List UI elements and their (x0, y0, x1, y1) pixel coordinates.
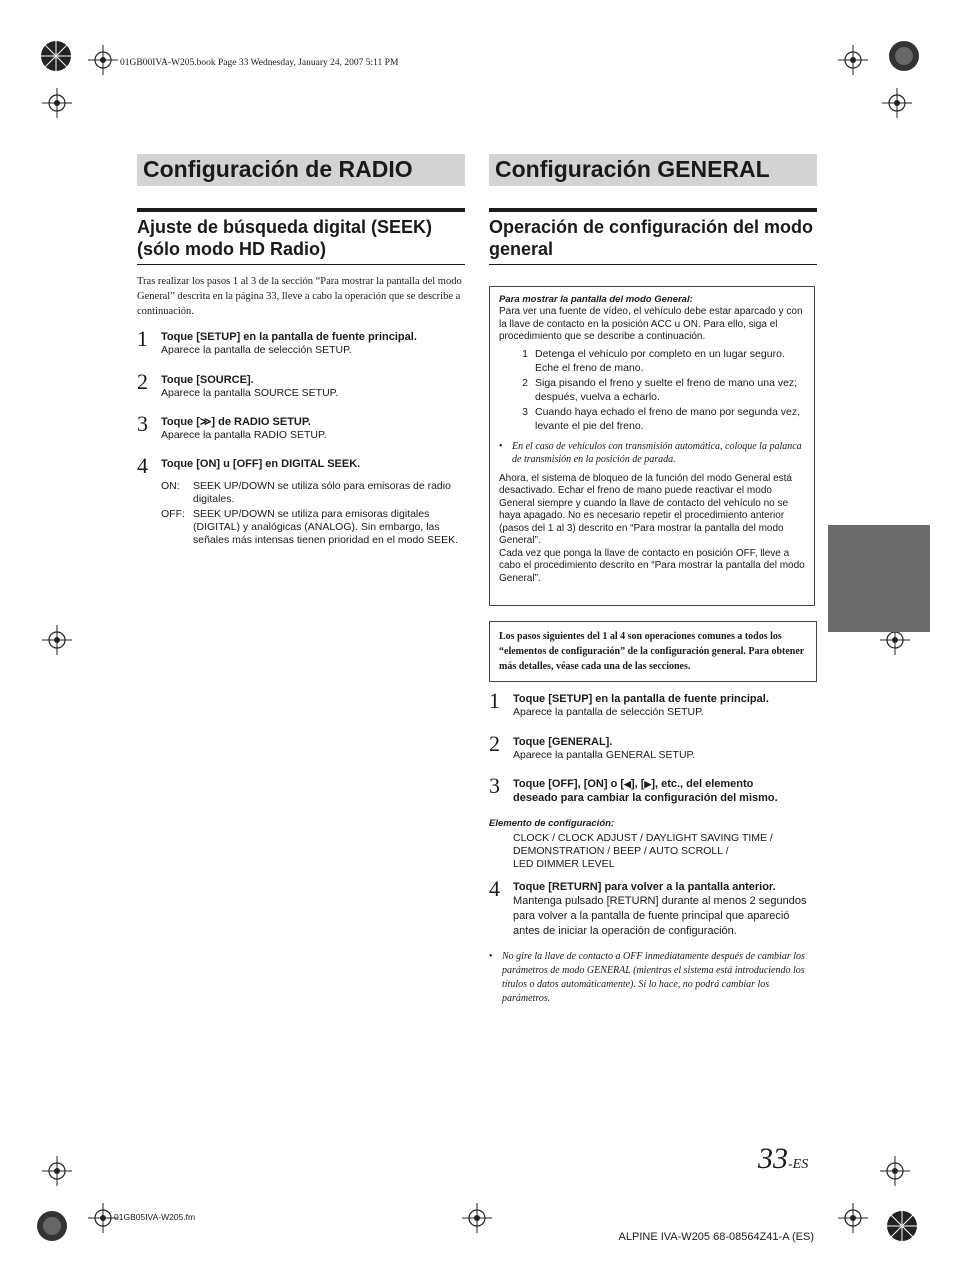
step-number: 3 (489, 773, 500, 798)
registration-mark-bottom-left (28, 1196, 92, 1260)
crosshair-mark (42, 1156, 72, 1186)
step-result: Aparece la pantalla SOURCE SETUP. (161, 387, 339, 399)
list-number: 2 (522, 376, 528, 389)
off-button-label: [OFF] (548, 778, 578, 790)
bullet-note: • No gire la llave de contacto a OFF inmediatamente después de cambiar los parámetros de modo GENERAL (mientras el sistema está introduciendo los títulos o datos automáticamente). Si lo hace, no podrá cambiar los parámetros. (489, 951, 805, 1004)
subsection-title: Operación de configuración del modo general (489, 217, 814, 259)
step-result: Aparece la pantalla de selección SETUP. (161, 344, 352, 356)
section-title: Configuración de RADIO (143, 156, 413, 182)
setup-button-label: [SETUP] (548, 693, 593, 705)
left-arrow-icon: ◀ (624, 779, 631, 789)
list-number: 1 (522, 347, 528, 360)
step-instruction: Toque [GENERAL]. (513, 736, 613, 748)
list-number: 3 (522, 405, 528, 418)
list-text: Siga pisando el freno y suelte el freno de mano una vez; después, vuelva a echarlo. (535, 376, 798, 403)
crosshair-mark (88, 45, 118, 75)
step (137, 411, 467, 442)
step (489, 688, 819, 719)
source-button-label: [SOURCE] (196, 374, 251, 386)
step-instruction: Toque [SOURCE]. (161, 374, 254, 386)
bullet-icon: • (499, 440, 503, 452)
step-instruction: Toque [SETUP] en la pantalla de fuente principal. (513, 693, 769, 705)
step-instruction: Toque [≫] de RADIO SETUP. (161, 416, 311, 428)
option-description: SEEK UP/DOWN se utiliza para emisoras digitales (DIGITAL) y analógicas (ANALOG). Sin embargo, las señales más intensas tienen prioridad en el modo SEEK. (193, 508, 458, 546)
step (137, 369, 467, 400)
common-steps-box: Los pasos siguientes del 1 al 4 son operaciones comunes a todos los “elementos de configuración” de la configuración general. Para obtener más detalles, véase cada una de las secciones. (489, 621, 817, 682)
section-title-bar (489, 154, 817, 186)
subsection-heading (137, 208, 465, 265)
file-info-header: 01GB00IVA-W205.book Page 33 Wednesday, January 24, 2007 5:11 PM (120, 58, 399, 68)
off-button-label: [OFF] (232, 458, 263, 470)
step-instruction: Toque [ON] u [OFF] en DIGITAL SEEK. (161, 458, 361, 470)
step-number: 3 (137, 411, 148, 436)
crosshair-mark (42, 88, 72, 118)
double-chevron-right-icon: ≫ (199, 416, 212, 428)
list-text: Detenga el vehículo por completo en un lugar seguro. Eche el freno de mano. (535, 347, 785, 374)
intro-paragraph: Tras realizar los pasos 1 al 3 de la sección “Para mostrar la pantalla del modo General” descrita en la página 33, lleve a cabo la operación que se describe a continuación. (137, 276, 462, 317)
crosshair-mark (882, 88, 912, 118)
registration-mark-top-left (28, 28, 92, 92)
element-line: LED DIMMER LEVEL (513, 858, 615, 870)
box-heading: Para mostrar la pantalla del modo General: (499, 294, 693, 305)
crosshair-mark (42, 625, 72, 655)
list-text: Cuando haya echado el freno de mano por segunda vez, levante el pie del freno. (535, 405, 801, 432)
on-button-label: [ON] (196, 458, 221, 470)
bullet-note: • En el caso de vehículos con transmisión automática, coloque la palanca de transmisión en la posición de parada. (499, 440, 802, 465)
step-number: 4 (137, 453, 148, 478)
registration-mark-top-right (872, 28, 936, 92)
crosshair-mark (838, 1203, 868, 1233)
crosshair-mark (838, 45, 868, 75)
general-mode-info-box (489, 286, 815, 606)
subsection-heading (489, 208, 817, 265)
bullet-icon: • (489, 951, 493, 962)
step-instruction: Toque [SETUP] en la pantalla de fuente principal. (161, 331, 417, 343)
option-list (161, 480, 466, 547)
step (489, 876, 819, 939)
general-button-label: [GENERAL] (548, 736, 610, 748)
numbered-list (499, 347, 805, 434)
step (489, 731, 819, 762)
side-tab (828, 525, 930, 632)
step-number: 4 (489, 876, 500, 901)
box-intro: Para ver una fuente de vídeo, el vehículo debe estar aparcado y con la llave de contacto en la posición ACC u ON. Para ello, siga el procedimiento que se describe a continuación. (499, 306, 803, 342)
subsection-title: Ajuste de búsqueda digital (SEEK) (sólo modo HD Radio) (137, 217, 433, 259)
option-description: SEEK UP/DOWN se utiliza sólo para emisoras de radio digitales. (193, 480, 451, 505)
registration-mark-bottom-right (870, 1196, 934, 1260)
element-list (513, 832, 813, 871)
option-key: OFF: (161, 508, 185, 520)
step-number: 2 (489, 731, 500, 756)
step-number: 2 (137, 369, 148, 394)
page-number: 33-ES (758, 1142, 809, 1175)
step (489, 773, 819, 805)
option-key: ON: (161, 480, 180, 492)
step-instruction-line2: deseado para cambiar la configuración del mismo. (513, 792, 778, 804)
step-result: Aparece la pantalla GENERAL SETUP. (513, 749, 696, 761)
on-button-label: [ON] (583, 778, 608, 790)
step-number: 1 (137, 326, 148, 351)
section-title-bar (137, 154, 465, 186)
step-result: Aparece la pantalla de selección SETUP. (513, 706, 704, 718)
right-arrow-icon: ▶ (644, 779, 652, 789)
box-paragraph: Ahora, el sistema de bloqueo de la función del modo General está desactivado. Echar el freno de mano puede reactivar el modo General siempre y cuando la llave de contacto del vehículo no se haya apagado. No es necesario repetir el procedimiento anterior (pasos del 1 al 3) descrito en “Para mostrar la pantalla del modo General”. (499, 472, 792, 546)
step-result: Aparece la pantalla RADIO SETUP. (161, 429, 327, 441)
return-button-label: [RETURN] (548, 881, 602, 893)
step-instruction: Toque [RETURN] para volver a la pantalla anterior. (513, 881, 776, 893)
step-number: 1 (489, 688, 500, 713)
step (137, 326, 467, 357)
element-line: CLOCK / CLOCK ADJUST / DAYLIGHT SAVING TIME / (513, 832, 773, 844)
step-result: Mantenga pulsado [RETURN] durante al menos 2 segundos para volver a la pantalla de fuente principal que apareció antes de iniciar la operación de configuración. (513, 895, 807, 937)
step (137, 453, 467, 478)
step-instruction: Toque [OFF], [ON] o [◀], [▶], etc., del elemento (513, 778, 754, 790)
footer-file-name: 01GB05IVA-W205.fm (114, 1212, 196, 1222)
box-paragraph: Cada vez que ponga la llave de contacto en posición OFF, lleve a cabo el procedimiento descrito en “Para mostrar la pantalla del modo General”. (499, 547, 805, 584)
crosshair-mark (462, 1203, 492, 1233)
element-label: Elemento de configuración: (489, 818, 615, 829)
section-title: Configuración GENERAL (495, 156, 770, 182)
setup-button-label: [SETUP] (196, 331, 241, 343)
crosshair-mark (880, 1156, 910, 1186)
footer-product-code: ALPINE IVA-W205 68-08564Z41-A (ES) (618, 1231, 814, 1243)
element-line: DEMONSTRATION / BEEP / AUTO SCROLL / (513, 845, 729, 857)
